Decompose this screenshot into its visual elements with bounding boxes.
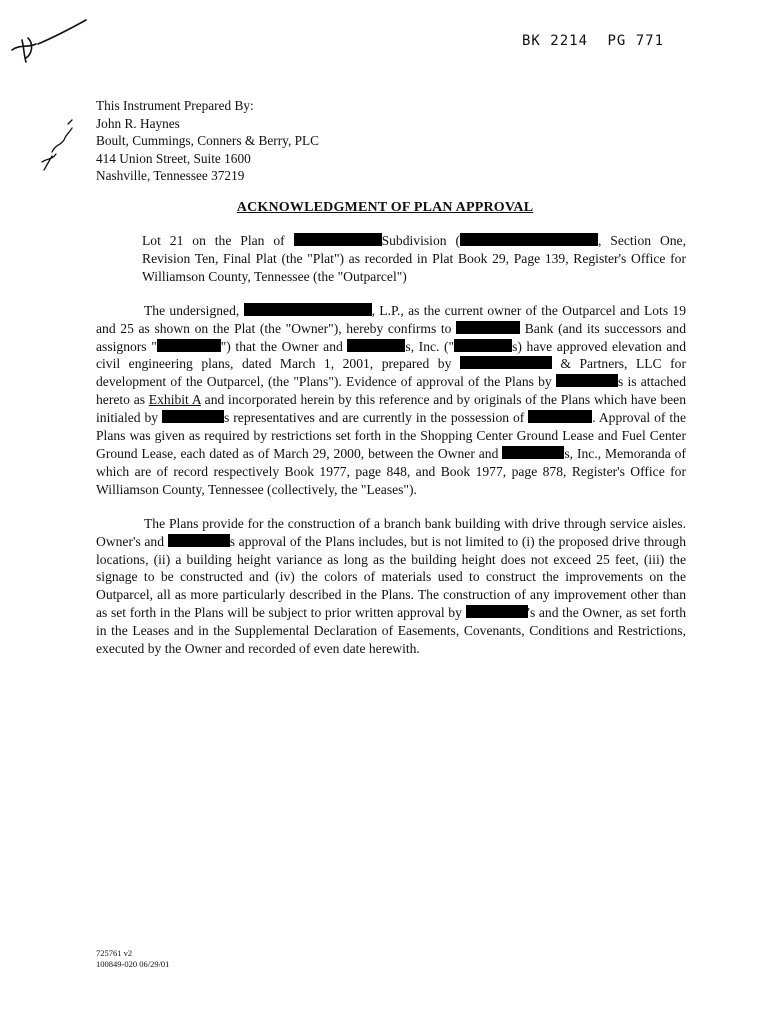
redaction	[162, 410, 224, 423]
prepared-by-line: This Instrument Prepared By:	[96, 98, 254, 113]
paragraph-lot-description: Lot 21 on the Plan of Subdivision ( , Section One, Revision Ten, Final Plat (the "Plat") as recorded in Plat Book 29, Page 139, Register's Office for Williamson County, Tennessee (the "Outparcel")	[142, 233, 686, 284]
preparer-city: Nashville, Tennessee 37219	[96, 168, 245, 184]
document-body	[96, 232, 686, 674]
redaction	[456, 321, 520, 334]
redaction	[502, 446, 564, 459]
exhibit-reference: Exhibit A	[148, 392, 201, 408]
document-footer	[96, 948, 169, 970]
paragraph-plans-scope: The Plans provide for the construction of a branch bank building with drive through service aisles. Owner's and s approval of the Plans includes, but is not limited to (i) the proposed drive through locations, (ii) a building height variance as long as the building height does not exceed 25 feet, (iii) the signage to be constructed and (iv) the colors of materials used to construct the improvements on the Outparcel, all as more particularly described in the Plans. The construction of any improvement other than as set forth in the Plans will be subject to prior written approval by 's and the Owner, as set forth in the Leases and in the Supplemental Declaration of Easements, Covenants, Conditions and Restrictions, executed by the Owner and recorded of even date herewith.	[96, 515, 686, 657]
document-title: ACKNOWLEDGMENT OF PLAN APPROVAL	[236, 200, 534, 215]
redaction	[556, 374, 618, 387]
redaction	[347, 339, 405, 352]
matter-date: 100849-020 06/29/01	[96, 959, 170, 969]
page-number: PG 771	[607, 33, 665, 49]
document-number: 725761 v2	[96, 948, 133, 958]
redaction	[460, 356, 552, 369]
redaction	[244, 303, 372, 316]
paragraph-owner-confirmation: The undersigned, , L.P., as the current owner of the Outparcel and Lots 19 and 25 as shown on the Plat (the "Owner"), hereby confirms to Bank (and its successors and assignors " ") that the Owner and s, Inc. (" s) have approved elevation and civil engineering plans, dated March 1, 2001, prepared by & Partners, LLC for development of the Outparcel, (the "Plans"). Evidence of approval of the Plans by s is attached hereto as Exhibit A and incorporated herein by this reference and by originals of the Plans which have been initialed by s representatives and are currently in the possession of . Approval of the Plans was given as required by restrictions set forth in the Shopping Center Ground Lease and Fuel Center Ground Lease, each dated as of March 29, 2000, between the Owner and s, Inc., Memoranda of which are of record respectively Book 1977, page 848, and Book 1977, page 878, Register's Office for Williamson County, Tennessee (collectively, the "Leases").	[96, 302, 687, 497]
prepared-by-block	[96, 97, 319, 185]
redaction	[466, 605, 528, 618]
redaction	[460, 233, 598, 246]
redaction	[528, 410, 592, 423]
book-number: BK 2214	[522, 33, 589, 49]
preparer-street: 414 Union Street, Suite 1600	[96, 150, 251, 166]
handwritten-initials-margin	[38, 118, 78, 178]
redaction	[157, 339, 221, 352]
handwritten-initials-top	[8, 14, 90, 64]
preparer-firm: Boult, Cummings, Conners & Berry, PLC	[96, 133, 319, 149]
redaction	[294, 233, 382, 246]
redaction	[454, 339, 512, 352]
preparer-name: John R. Haynes	[96, 115, 180, 131]
book-page-stamp	[522, 33, 674, 49]
redaction	[168, 534, 230, 547]
